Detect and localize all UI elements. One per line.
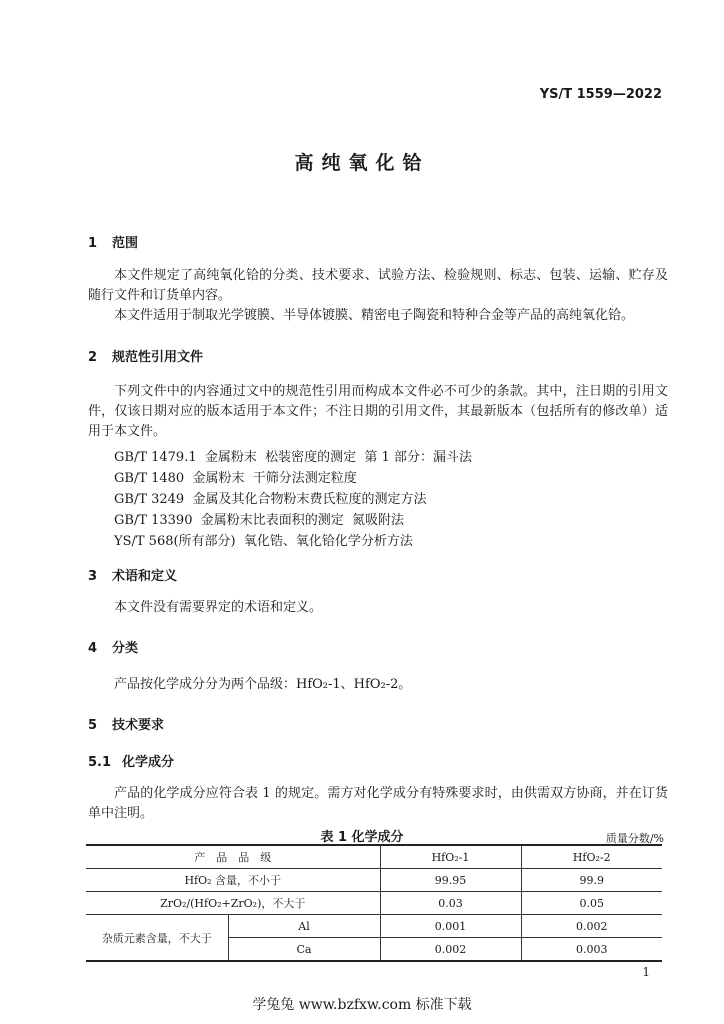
section-number: 4: [88, 641, 98, 656]
section-1-paragraph-1: 本文件规定了高纯氧化铪的分类、技术要求、试验方法、检验规则、标志、包装、运输、贮存及随行文件和订货单内容。: [88, 268, 668, 303]
table-row: [86, 915, 662, 938]
table-cell: 0.002: [521, 915, 662, 938]
table-caption: 表 1 化学成分: [320, 830, 404, 845]
reference-item: GB/T 3249 金属及其化合物粉末费氏粒度的测定方法: [114, 492, 427, 507]
section-5-1-paragraph-1: 产品的化学成分应符合表 1 的规定。需方对化学成分有特殊要求时，由供需双方协商，并在订货单中注明。: [88, 786, 668, 821]
reference-item: YS/T 568(所有部分) 氧化锆、氧化铪化学分析方法: [114, 534, 413, 549]
table-row: [86, 892, 662, 915]
section-number: 5.1: [88, 755, 112, 770]
table-unit: 质量分数/%: [605, 832, 664, 845]
section-2-heading: [88, 346, 203, 365]
table-cell: 0.001: [380, 915, 521, 938]
table-cell: 0.002: [380, 938, 521, 962]
element-label: Ca: [228, 938, 380, 962]
table-cell: 99.9: [521, 869, 662, 892]
section-title: 范围: [112, 236, 139, 251]
section-1-heading: [88, 232, 138, 251]
footer-watermark: 学兔兔 www.bzfxw.com 标准下载: [252, 997, 472, 1013]
standard-number: YS/T 1559—2022: [539, 87, 662, 102]
table-row: [86, 869, 662, 892]
section-title: 分类: [112, 641, 139, 656]
reference-item: GB/T 1479.1 金属粉末 松装密度的测定 第 1 部分：漏斗法: [114, 450, 472, 465]
table-cell: 0.03: [380, 892, 521, 915]
section-3-paragraph-1: 本文件没有需要界定的术语和定义。: [114, 600, 323, 615]
section-4-paragraph-1: 产品按化学成分分为两个品级：HfO₂-1、HfO₂-2。: [114, 677, 412, 692]
table-header-row: [86, 845, 662, 869]
section-title: 化学成分: [122, 755, 175, 770]
reference-item: GB/T 13390 金属粉末比表面积的测定 氮吸附法: [114, 513, 405, 528]
section-1-paragraph-2: 本文件适用于制取光学镀膜、半导体镀膜、精密电子陶瓷和特种合金等产品的高纯氧化铪。: [114, 308, 635, 323]
section-title: 术语和定义: [112, 569, 178, 584]
page-number: 1: [642, 965, 650, 979]
section-5-heading: [88, 714, 164, 733]
table-row-label: ZrO₂/(HfO₂+ZrO₂)，不大于: [86, 892, 380, 915]
table-header-label: 产 品 品 级: [86, 845, 380, 869]
section-number: 2: [88, 350, 98, 365]
section-5-1-heading: [88, 751, 174, 770]
reference-item: GB/T 1480 金属粉末 干筛分法测定粒度: [114, 471, 357, 486]
table-cell: 0.05: [521, 892, 662, 915]
section-number: 3: [88, 569, 98, 584]
table-header-grade-1: HfO₂-1: [380, 845, 521, 869]
chemical-composition-table: [86, 844, 662, 962]
section-number: 5: [88, 718, 98, 733]
section-2-paragraph-1: 下列文件中的内容通过文中的规范性引用而构成本文件必不可少的条款。其中，注日期的引用文件，仅该日期对应的版本适用于本文件；不注日期的引用文件，其最新版本（包括所有的修改单）适用于本文件。: [88, 384, 668, 439]
section-3-heading: [88, 565, 177, 584]
table-header-grade-2: HfO₂-2: [521, 845, 662, 869]
table-cell: 99.95: [380, 869, 521, 892]
table-cell: 0.003: [521, 938, 662, 962]
section-title: 技术要求: [112, 718, 165, 733]
document-title: 高纯氧化铪: [294, 152, 430, 174]
table-row-label: HfO₂ 含量，不小于: [86, 869, 380, 892]
section-title: 规范性引用文件: [112, 350, 204, 365]
section-4-heading: [88, 637, 138, 656]
element-label: Al: [228, 915, 380, 938]
section-number: 1: [88, 236, 98, 251]
impurity-label: 杂质元素含量，不大于: [86, 915, 228, 962]
